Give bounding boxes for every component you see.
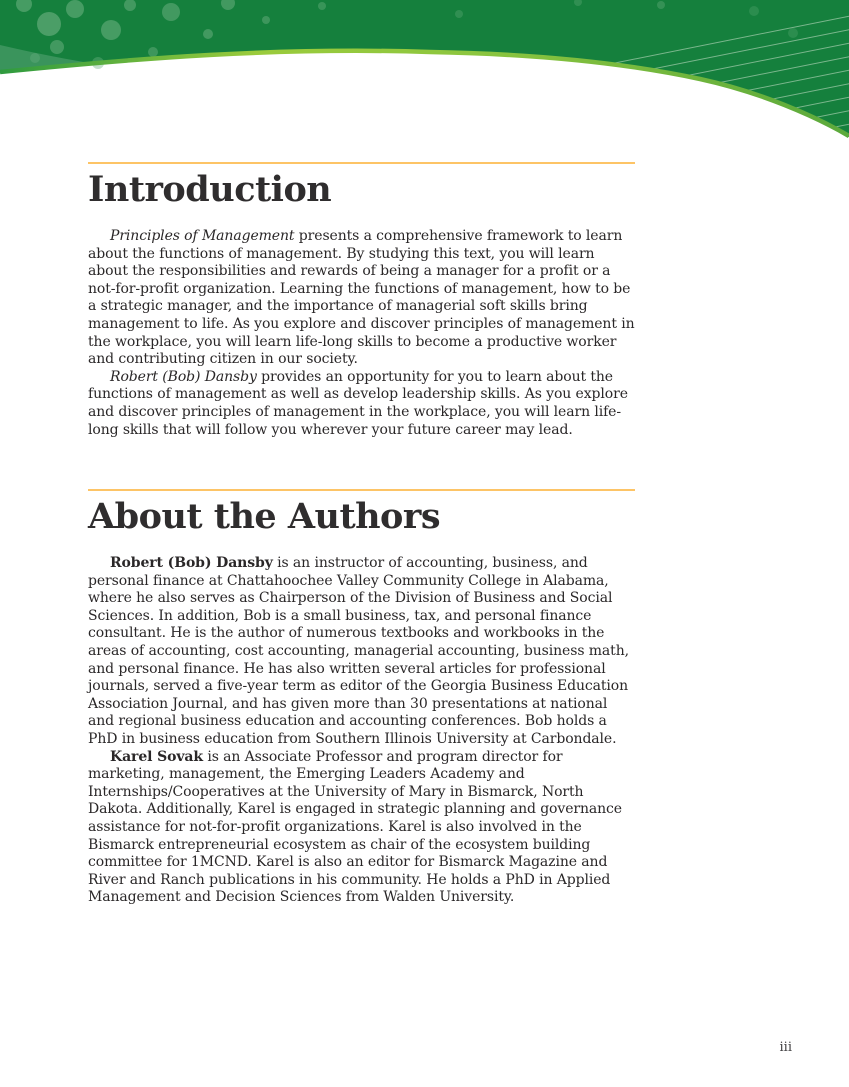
introduction-paragraph-1 bbox=[88, 228, 635, 369]
about-authors-heading: About the Authors bbox=[88, 496, 441, 537]
page-number: iii bbox=[779, 1040, 792, 1055]
introduction-paragraph-2 bbox=[88, 369, 635, 439]
author-paragraph-dansby bbox=[88, 555, 635, 749]
gold-rule bbox=[88, 162, 635, 164]
section-introduction bbox=[88, 162, 635, 439]
paragraph-text: is an instructor of accounting, business, and personal finance at Chattahoochee Valley Community College in Alabama, where he also serves as Chairperson of the Division of Business and Social Sciences. In addition, Bob is a small business, tax, and personal finance consultant. He is the author of numerous textbooks and workbooks in the areas of accounting, cost accounting, managerial accounting, business math, and personal finance. He has also written several articles for professional journals, served a five-year term as editor of the Georgia Business Education Association Journal, and has given more than 30 presentations at national and regional business education and accounting conferences. Bob holds a PhD in business education from Southern Illinois University at Carbondale. bbox=[88, 555, 629, 747]
book-title-italic: Principles of Management bbox=[110, 228, 295, 244]
paragraph-text: presents a comprehensive framework to learn about the functions of management. By studying this text, you will learn about the responsibilities and rewards of being a manager for a profit or a not-for-profit organization. Learning the functions of management, how to be a strategic manager, and the importance of managerial soft skills bring management to life. As you explore and discover principles of management in the workplace, you will learn life-long skills to become a productive worker and contributing citizen in our society. bbox=[88, 228, 635, 368]
book-title-italic: Robert (Bob) Dansby bbox=[110, 368, 257, 385]
author-name-bold: Robert (Bob) Dansby bbox=[110, 555, 273, 571]
header-banner-art bbox=[0, 0, 849, 160]
gold-rule bbox=[88, 489, 635, 491]
author-name-bold: Karel Sovak bbox=[110, 748, 203, 765]
section-about-authors bbox=[88, 489, 635, 907]
paragraph-text: is an Associate Professor and program director for marketing, management, the Emerging Leaders Academy and Internships/Cooperatives at the University of Mary in Bismarck, North Dakota. Additionally, Karel is engaged in strategic planning and governance assistance for not-for-profit organizations. Karel is also involved in the Bismarck entrepreneurial ecosystem as chair of the ecosystem building committee for 1MCND. Karel is also an editor for Bismarck Magazine and River and Ranch publications in his community. He holds a PhD in Applied Management and Decision Sciences from Walden University. bbox=[88, 748, 622, 906]
paragraph-text: provides an opportunity for you to learn about the functions of management as well as develop leadership skills. As you explore and discover principles of management in the workplace, you will learn life-long skills that will follow you wherever your future career may lead. bbox=[88, 368, 628, 438]
introduction-heading: Introduction bbox=[88, 169, 332, 210]
author-paragraph-sovak bbox=[88, 749, 635, 907]
